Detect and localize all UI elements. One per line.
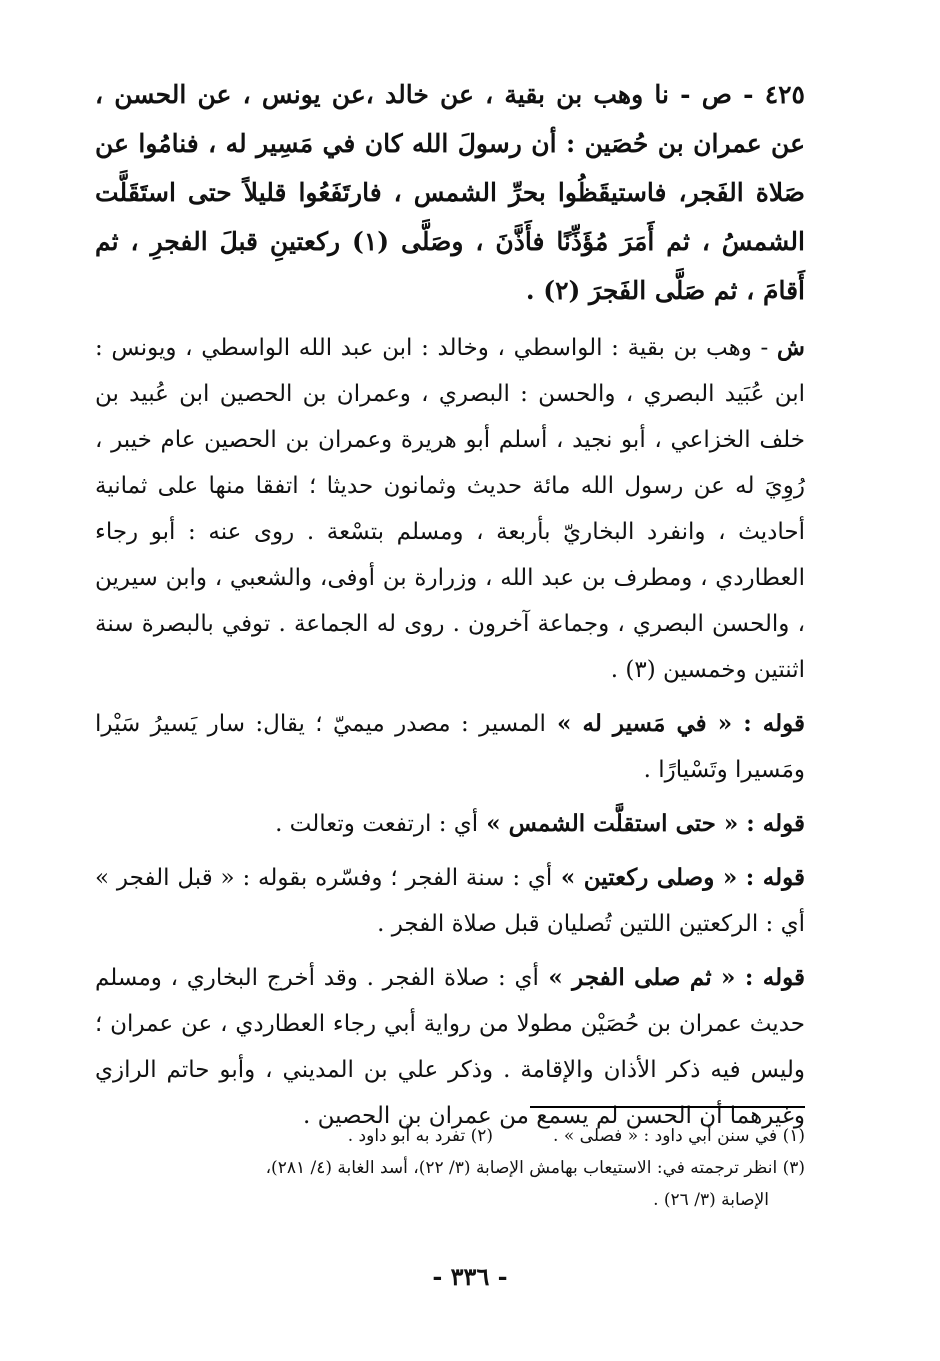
footnote-separator bbox=[530, 1106, 805, 1108]
comment-quote: : « ثم صلى الفجر » bbox=[538, 964, 763, 991]
comment-paragraph-1 bbox=[95, 701, 805, 793]
footnote-2: (٢) تفرد به أبو داود . bbox=[347, 1126, 494, 1146]
comment-lead: قوله bbox=[762, 964, 805, 991]
footnote-1: (١) في سنن أبي داود : « فصلى » . bbox=[553, 1126, 805, 1146]
comment-lead: قوله bbox=[762, 810, 805, 837]
comment-quote: : « وصلى ركعتين » bbox=[552, 864, 763, 891]
comment-lead: قوله bbox=[762, 710, 805, 737]
footnotes bbox=[95, 1120, 805, 1216]
comment-text: أي : سنة الفجر ؛ وفسّره بقوله : « قبل الفجر » أي : الركعتين اللتين تُصليان قبل صلاة الفجر . bbox=[95, 865, 805, 937]
page-number: - ٣٣٦ - bbox=[432, 1262, 508, 1291]
sharh-lead: ش bbox=[776, 334, 805, 361]
comment-text: المسير : مصدر ميميّ ؛ يقال: سار يَسيرُ سَيْرا ومَسيرا وتَسْيارًا . bbox=[95, 711, 805, 783]
page-body bbox=[95, 70, 805, 1147]
hadith-text: ٤٢٥ - ص - نا وهب بن بقية ، عن خالد ،عن يونس ، عن الحسن ، عن عمران بن حُصَين : أن رسولَ الله كان في مَسِير له ، فنامُوا عن صَلاة الفَجر، فاستيقَظُوا بحرِّ الشمس ، فارتَفَعُوا قليلاً حتى استَقَلَّت الشمسُ ، ثم أَمَرَ مُؤَذِّنًا فأَذَّنَ ، وصَلَّى (١) ركعتينِ قبلَ الفجرِ ، ثم أَقامَ ، ثم صَلَّى الفَجرَ (٢) . bbox=[95, 80, 805, 305]
comment-paragraph-4 bbox=[95, 955, 805, 1139]
comment-lead: قوله bbox=[762, 864, 806, 891]
footnote-3-continuation: الإصابة (٣/ ٢٦) . bbox=[653, 1190, 769, 1210]
comment-quote: : « في مَسير له » bbox=[545, 710, 763, 737]
comment-text: أي : ارتفعت وتعالت . bbox=[275, 811, 479, 837]
comment-text: أي : صلاة الفجر . وقد أخرج البخاري ، ومسلم حديث عمران بن حُصَيْن مطولا من رواية أبي رجاء العطاردي ، عن عمران ؛ وليس فيه ذكر الأذان والإقامة . وذكر علي بن المديني ، وأبو حاتم الرازي وغيرهما أن الحسن لم يسمع من عمران بن الحصين . bbox=[95, 965, 805, 1129]
comment-paragraph-2 bbox=[95, 801, 805, 847]
sharh-text: - وهب بن بقية : الواسطي ، وخالد : ابن عبد الله الواسطي ، ويونس : ابن عُبَيد البصري ، والحسن : البصري ، وعمران بن الحصين ابن عُبيد بن خلف الخزاعي ، أبو نجيد ، أسلم أبو هريرة وعمران بن الحصين عام خيبر ، رُوِيَ له عن رسول الله مائة حديث وثمانون حديثا ؛ اتفقا منها على ثمانية أحاديث ، وانفرد البخاريّ بأربعة ، ومسلم بتسْعة . روى عنه : أبو رجاء العطاردي ، ومطرف بن عبد الله ، وزرارة بن أوفى، والشعبي ، وابن سيرين ، والحسن البصري ، وجماعة آخرون . روى له الجماعة . توفي بالبصرة سنة اثنتين وخمسين (٣) . bbox=[95, 335, 805, 683]
comment-quote: : « حتى استقلَّت الشمس » bbox=[478, 810, 763, 837]
footnote-row-1 bbox=[95, 1120, 805, 1152]
footnote-3: (٣) انظر ترجمته في: الاستيعاب بهامش الإصابة (٣/ ٢٢)، أسد الغابة (٤/ ٢٨١)، bbox=[265, 1158, 805, 1178]
sharh-paragraph bbox=[95, 325, 805, 693]
comment-paragraph-3 bbox=[95, 855, 805, 947]
